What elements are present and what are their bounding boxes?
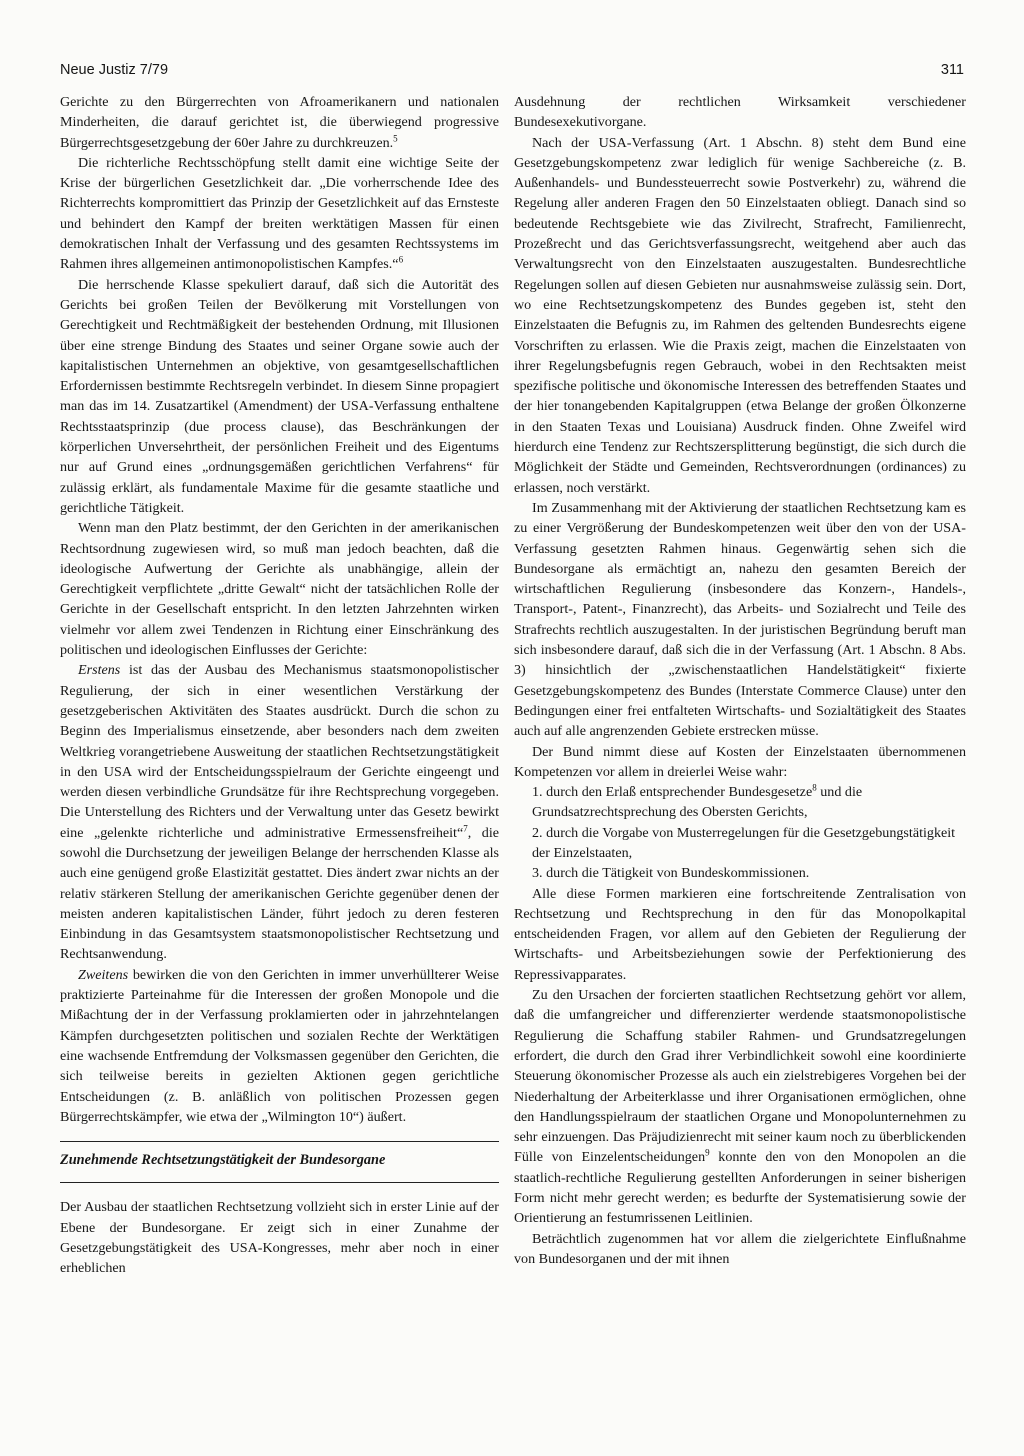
paragraph: Alle diese Formen markieren eine fortschreitende Zentralisation von Rechtsetzung und Rechtsprechung in den für das Monopolkapital entscheidenden Fragen, vor allem auf den Gebieten der Regulierung der Wirtschafts- und Arbeitsbeziehungen sowie der Perfektionierung des Repressivapparates.: [514, 885, 966, 983]
left-column: [60, 92, 499, 1279]
section-heading: Zunehmende Rechtsetzungstätigkeit der Bundesorgane: [60, 1141, 499, 1183]
paragraph: Der Bund nimmt diese auf Kosten der Einzelstaaten übernommenen Kompetenzen vor allem in dreierlei Weise wahr:: [514, 743, 966, 780]
paragraph: Beträchtlich zugenommen hat vor allem die zielgerichtete Einflußnahme von Bundesorganen und der mit ihnen: [514, 1230, 966, 1267]
page-header: [60, 62, 964, 84]
list-item: 3. durch die Tätigkeit von Bundeskommissionen.: [532, 865, 810, 882]
footnote-ref[interactable]: 7: [463, 823, 468, 833]
list-item: 2. durch die Vorgabe von Musterregelungen für die Gesetzgebungstätigkeit der Einzelstaaten,: [532, 824, 956, 861]
paragraph: Erstens ist das der Ausbau des Mechanismus staatsmonopolistischer Regulierung, der sich in einer wesentlichen Verstärkung der gesetzgeberischen Aktivitäten des Staates ausdrückt. Durch die schon zu Beginn des Imperialismus einsetzende, aber besonders nach dem zweiten Weltkrieg vorangetriebene Ausweitung der staatlichen Rechtsetzungstätigkeit in den USA wird der Entscheidungsspielraum der Gerichte eingeengt und werden diesen verbindliche Grundsätze für ihre Rechtsprechung vorgegeben. Die Unterstellung des Richters und der Verwaltung unter das Gesetz bewirkt eine „gelenkte richterliche und administrative Ermessensfreiheit“$^7$, die sowohl die Durchsetzung der jeweiligen Belange der herrschenden Klasse als auch eine genügend große Elastizität gestattet. Dies ändert zwar nichts an der relativ stärkeren Stellung der amerikanischen Gerichte gegenüber denen der meisten anderen kapitalistischen Länder, führt jedoch zu deren festeren Einbindung in das Gesamtsystem staatsmonopolistischer Rechtsetzung und Rechtsanwendung.: [60, 662, 499, 963]
journal-issue: Neue Justiz 7/79: [60, 62, 169, 78]
paragraph: Ausdehnung der rechtlichen Wirksamkeit verschiedener Bundesexekutivorgane.: [514, 94, 966, 131]
paragraph: Gerichte zu den Bürgerrechten von Afroamerikanern und nationalen Minderheiten, die darauf gerichtet ist, die überwiegend progressive Bürgerrechtsgesetzgebung der 60er Jahre zu durchkreuzen.$^5$: [60, 94, 499, 151]
page-number: 311: [940, 62, 964, 78]
footnote-ref[interactable]: 6: [398, 254, 404, 265]
right-column: [514, 92, 966, 1269]
list-item: 1. durch den Erlaß entsprechender Bundesgesetze$^8$ und die Grundsatzrechtsprechung des Obersten Gerichts,: [532, 782, 863, 821]
footnote-ref[interactable]: 9: [705, 1147, 710, 1158]
paragraph: Die herrschende Klasse spekuliert darauf, daß sich die Autorität des Gerichts bei großen Teilen der Bevölkerung mit Vorstellungen von Gerechtigkeit und Rechtmäßigkeit der bestehenden Ordnung, mit Illusionen über eine strenge Bindung des Staates und seiner Organe sowie auch der kapitalistischen Unternehmen an objektive, von gesamtgesellschaftlichen Erfordernissen bestimmte Rechtsregeln verbindet. In diesem Sinne propagiert man das im 14. Zusatzartikel (Amendment) der USA-Verfassung enthaltene Rechtsstaatsprinzip (due process clause), das Beschränkungen der körperlichen Unversehrtheit, der persönlichen Freiheit und des Eigentums nur auf Grund eines „ordnungsgemäßen gerichtlichen Verfahrens“ für zulässig erklärt, als fundamentale Maxime für die gesamte staatliche und gerichtliche Tätigkeit.: [60, 276, 499, 516]
paragraph: Die richterliche Rechtsschöpfung stellt damit eine wichtige Seite der Krise der bürgerlichen Gesetzlichkeit dar. „Die vorherrschende Idee des Richterrechts kompromittiert das Prinzip der Gesetzlichkeit auf das Ernsteste und behindert den Kampf der breiten werktätigen Massen für einen demokratischen Inhalt der Verfassung und des gesamten Rechtssystems im Rahmen ihres allgemeinen antimonopolistischen Kampfes.“$^6$: [60, 154, 499, 273]
footnote-ref[interactable]: 8: [812, 782, 817, 793]
paragraph: Der Ausbau der staatlichen Rechtsetzung vollzieht sich in erster Linie auf der Ebene der Bundesorgane. Er zeigt sich in einer Zunahme der Gesetzgebungstätigkeit des USA-Kongresses, mehr aber noch in einer erheblichen: [60, 1199, 499, 1277]
emphasis-lead: Zweitens: [78, 966, 129, 983]
paragraph: Nach der USA-Verfassung (Art. 1 Abschn. 8) steht dem Bund eine Gesetzgebungskompetenz zwar lediglich für wenige Sachbereiche (z. B. Außenhandels- und Bundessteuerrecht sowie Postverkehr) zu, während die Regelung aller anderen Fragen den 50 Einzelstaaten obliegt. Danach sind so bedeutende Rechtsgebiete wie das Zivilrecht, Strafrecht, Familienrecht, Prozeßrecht und das Gerichtsverfassungsrecht, weitgehend aber auch das Verwaltungsrecht von den Einzelstaaten auszugestalten. Bundesrechtliche Regelungen sollen auf diesen Gebieten nur ausnahmsweise zulässig sein. Dort, wo eine Rechtsetzungskompetenz des Bundes gegeben ist, steht den Einzelstaaten die Befugnis zu, im Rahmen des geltenden Bundesrechts eigene Vorschriften zu erlassen. Wie die Praxis zeigt, machen die Einzelstaaten von ihrer Regelungsbefugnis regen Gebrauch, wobei in den Rechtsakten meist spezifische politische und ökonomische Interessen des betreffenden Staates und der hier tonangebenden Kapitalgruppen (etwa Belange der großen Ölkonzerne in den Staaten Texas und Louisiana) Ausdruck finden. Ohne Zweifel wird hierdurch eine Tendenz zur Rechtszersplitterung begünstigt, die sich durch die Möglichkeit der Städte und Gemeinden, Rechtsverordnungen (ordinances) zu erlassen, noch verstärkt.: [514, 134, 966, 496]
emphasis-lead: Erstens: [78, 662, 121, 679]
paragraph: Zu den Ursachen der forcierten staatlichen Rechtsetzung gehört vor allem, daß die umfangreicher und differenzierter werdende staatsmonopolistische Regulierung die Schaffung stabiler Rahmen- und Grundsatzregelungen erfordert, die durch den Grad ihrer Verbindlichkeit sowohl eine koordinierte Steuerung ökonomischer Prozesse als auch ein zielstrebigeres Vorgehen bei der Niederhaltung der Arbeiterklasse und ihrer Organisationen ermöglichen, ohne den Handlungsspielraum der staatlichen Organe und Monopolunternehmen zu sehr einzuengen. Das Präjudizienrecht mit seiner kaum noch zu überblickenden Fülle von Einzelentscheidungen$^9$ konnte den von den Monopolen an die staatlich-rechtliche Regulierung gestellten Anforderungen in seiner bisherigen Form nicht mehr gerecht werden; es bedurfte der Systematisierung sowie der Orientierung an festumrissenen Leitlinien.: [514, 987, 966, 1227]
paragraph: Im Zusammenhang mit der Aktivierung der staatlichen Rechtsetzung kam es zu einer Vergrößerung der Bundeskompetenzen weit über den von der USA-Verfassung gesetzten Rahmen hinaus. Gegenwärtig sehen sich die Bundesorgane als ermächtigt an, nahezu den gesamten Bereich der wirtschaftlichen Regulierung (insbesondere das Konzern-, Handels-, Transport-, Patent-, Finanzrecht), das Arbeits- und Sozialrecht und Teile des Strafrechts rechtlich auszugestalten. In der juristischen Begründung beruft man sich insbesondere darauf, daß sich die in der Verfassung (Art. 1 Abschn. 8 Abs. 3) hinsichtlich der „zwischenstaatlichen Handelstätigkeit“ fixierte Gesetzgebungskompetenz des Bundes (Interstate Commerce Clause) unter den Bedingungen einer frei entfalteten Wirtschafts- und Sozialtätigkeit des Staates auch auf alle angrenzenden Gebiete erstrecken müsse.: [514, 499, 966, 740]
footnote-ref[interactable]: 5: [393, 132, 398, 143]
paragraph: Wenn man den Platz bestimmt, der den Gerichten in der amerikanischen Rechtsordnung zugewiesen wird, so muß man jedoch beachten, daß die ideologische Aufwertung der Gerichte als unabhängige, allein der Gerechtigkeit verpflichtete „dritte Gewalt“ nicht der tatsächlichen Rolle der Gerichte in der Gesellschaft entspricht. In den letzten Jahrzehnten wirken vielmehr vor allem zwei Tendenzen in Richtung einer Einschränkung des politischen und ideologischen Einflusses der Gerichte:: [60, 520, 499, 659]
paragraph: Zweitens bewirken die von den Gerichten in immer unverhüllterer Weise praktizierte Parteinahme für die Interessen der großen Monopole und die Mißachtung der in der Verfassung proklamierten oder in jahrzehntelangen Kämpfen durchgesetzten politischen und sozialen Rechte der Werktätigen eine wachsende Entfremdung der Volksmassen gegenüber den Gerichten, die sich teilweise bereits in gezielten Aktionen gegen gerichtliche Entscheidungen (z. B. anläßlich von politischen Prozessen gegen Bürgerrechtskämpfer, wie etwa der „Wilmington 10“) äußert.: [60, 966, 499, 1125]
